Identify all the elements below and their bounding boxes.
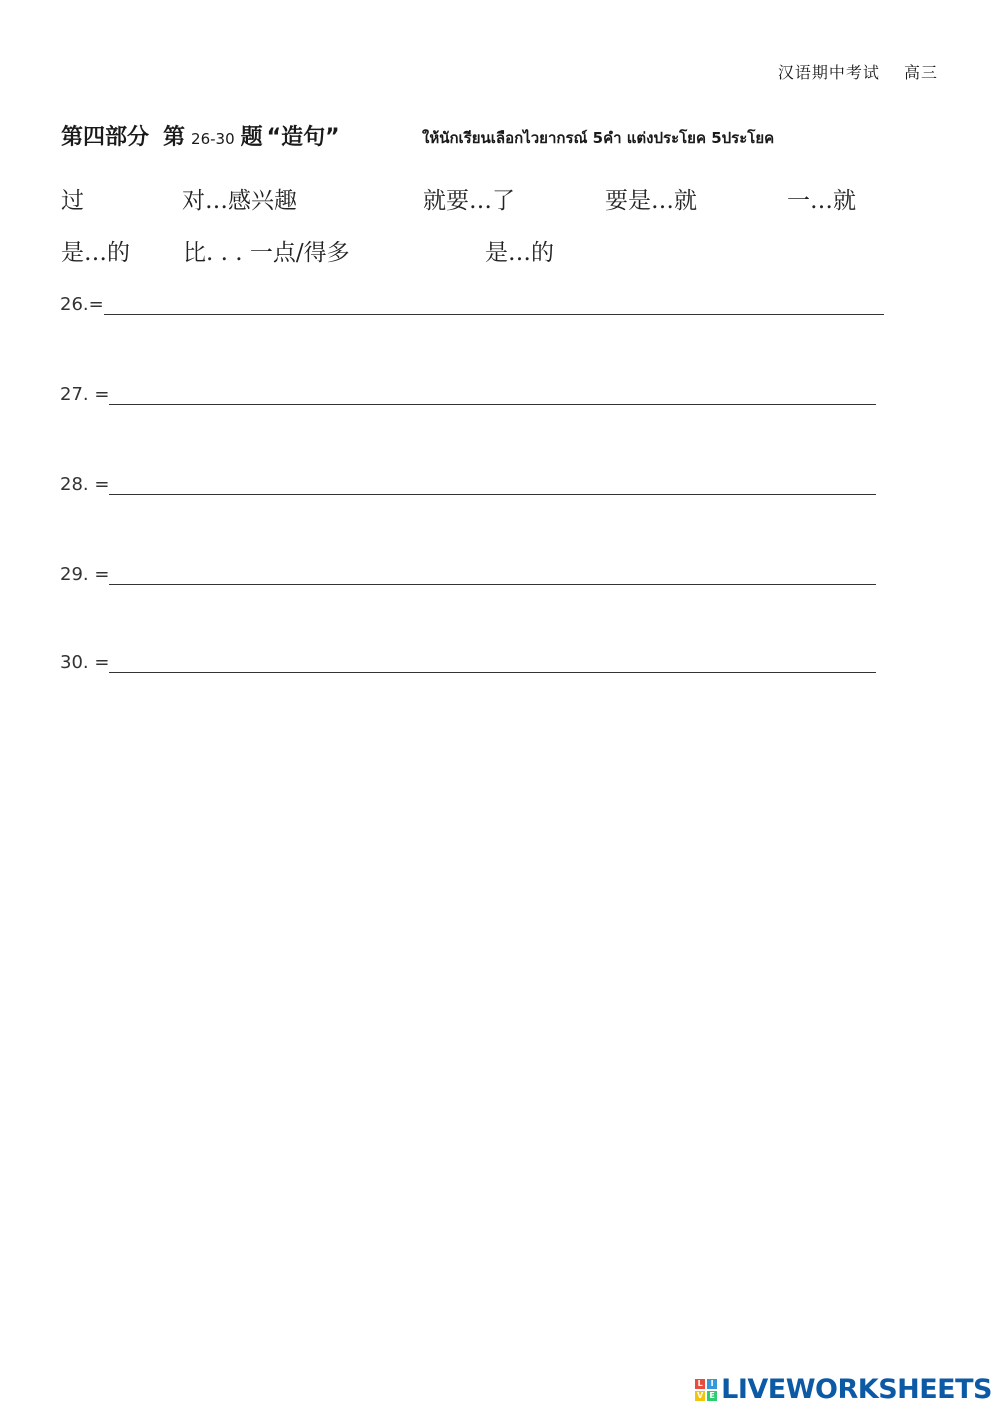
exam-header — [778, 60, 938, 83]
word-bank-item: 一…就 — [787, 188, 856, 214]
answer-line[interactable] — [109, 564, 876, 585]
word-bank-item: 是…的 — [485, 240, 554, 266]
word-bank-item: 就要…了 — [423, 188, 515, 214]
liveworksheets-logo — [695, 1374, 992, 1405]
part-label: 第四部分 — [61, 125, 150, 150]
logo-icon — [695, 1379, 717, 1401]
grade-label: 高三 — [903, 63, 938, 82]
answer-line[interactable] — [109, 384, 876, 405]
logo-block: I — [707, 1379, 717, 1389]
answer-number: 29. = — [60, 564, 110, 585]
answer-line[interactable] — [109, 474, 876, 495]
question-suffix: 题 — [240, 125, 263, 150]
section-title — [61, 120, 340, 151]
answer-row-30 — [60, 652, 876, 673]
answer-line[interactable] — [104, 294, 884, 315]
answer-number: 30. = — [60, 652, 110, 673]
question-range: 26-30 — [191, 130, 235, 148]
answer-line[interactable] — [109, 652, 876, 673]
logo-block: L — [695, 1379, 705, 1389]
question-prefix: 第 — [163, 125, 186, 150]
answer-number: 28. = — [60, 474, 110, 495]
word-bank-item: 要是…就 — [605, 188, 697, 214]
answer-row-26 — [60, 294, 884, 315]
word-bank-item: 过 — [61, 188, 84, 214]
logo-block: V — [697, 1390, 704, 1400]
word-bank-item: 是…的 — [61, 240, 130, 266]
exam-title: 汉语期中考试 — [777, 63, 880, 82]
answer-row-28 — [60, 474, 876, 495]
logo-block: E — [707, 1391, 717, 1401]
logo-text: LIVEWORKSHEETS — [721, 1374, 992, 1405]
answer-number: 27. = — [60, 384, 110, 405]
task-label: “造句” — [266, 125, 340, 150]
instruction-text: ให้นักเรียนเลือกไวยากรณ์ 5คำ แต่งประโยค 5ประโยค — [422, 129, 775, 147]
answer-number: 26.= — [60, 294, 104, 315]
word-bank-item: 比. . . 一点/得多 — [183, 240, 350, 266]
answer-row-27 — [60, 384, 876, 405]
answer-row-29 — [60, 564, 876, 585]
word-bank-item: 对…感兴趣 — [182, 188, 297, 214]
